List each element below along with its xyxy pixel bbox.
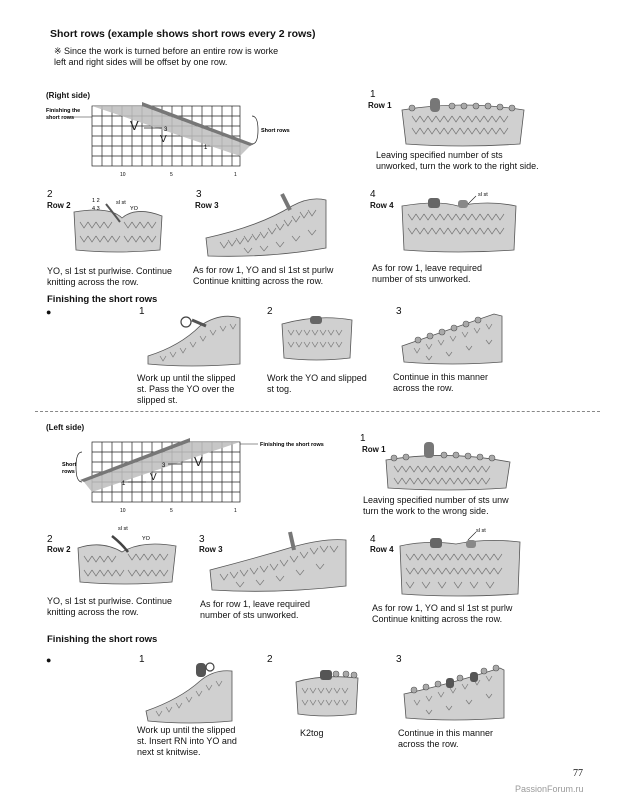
- knitting-illustration: [140, 655, 240, 725]
- caption-line: next st knitwise.: [137, 747, 201, 757]
- step-number: 1: [360, 433, 366, 444]
- caption-line: YO, sl 1st st purlwise. Continue: [47, 596, 173, 606]
- caption-line: knitting across the row.: [47, 277, 139, 287]
- caption-line: Continue in this manner: [393, 372, 489, 382]
- svg-text:short rows: short rows: [46, 115, 75, 121]
- step-number: 2: [267, 306, 273, 317]
- svg-text:10: 10: [120, 508, 126, 514]
- svg-text:Finishing the short rows: Finishing the short rows: [260, 442, 324, 448]
- svg-text:V: V: [194, 454, 203, 469]
- row-label: Row 2: [47, 201, 71, 210]
- knitting-illustration: [200, 186, 340, 260]
- left-side-chart: [60, 432, 330, 516]
- svg-text:10: 10: [120, 172, 126, 178]
- knitting-illustration: [292, 660, 364, 720]
- step-number: 3: [396, 306, 402, 317]
- svg-text:sl st: sl st: [476, 528, 486, 534]
- step-number: 2: [47, 189, 53, 200]
- svg-text:YO: YO: [142, 536, 150, 542]
- right-side-chart: [44, 100, 294, 180]
- caption-line: K2tog: [300, 728, 324, 738]
- step-number: 2: [47, 534, 53, 545]
- knitting-illustration: [400, 660, 510, 724]
- knitting-illustration: [398, 306, 508, 368]
- row-label: Row 1: [368, 101, 392, 110]
- left-side-label: (Left side): [46, 423, 85, 432]
- page-title: Short rows (example shows short rows every 2 rows): [50, 28, 316, 40]
- svg-text:1 2: 1 2: [92, 198, 100, 204]
- note-line-2: left and right sides will be offset by one row.: [54, 57, 228, 67]
- step-number: 4: [370, 189, 376, 200]
- svg-text:sl st: sl st: [118, 526, 128, 532]
- knitting-illustration: [392, 96, 532, 148]
- row-label: Row 2: [47, 545, 71, 554]
- knitting-illustration: [278, 310, 358, 362]
- svg-text:3: 3: [164, 127, 168, 133]
- caption-line: knitting across the row.: [47, 607, 139, 617]
- svg-text:3: 3: [162, 463, 166, 469]
- svg-text:1: 1: [204, 145, 208, 151]
- svg-text:V: V: [160, 134, 167, 145]
- svg-text:V: V: [150, 472, 157, 483]
- svg-text:Short rows: Short rows: [261, 128, 290, 134]
- caption-line: st tog.: [267, 384, 292, 394]
- knitting-illustration: [206, 530, 356, 596]
- right-side-label: (Right side): [46, 91, 90, 100]
- svg-text:5: 5: [170, 508, 173, 514]
- svg-text:rows: rows: [62, 469, 75, 475]
- svg-text:Short: Short: [62, 462, 77, 468]
- page-number: 77: [573, 768, 583, 779]
- caption-line: Leaving specified number of sts unw: [363, 495, 509, 505]
- svg-text:sl st: sl st: [478, 192, 488, 198]
- caption-line: number of sts unworked.: [200, 610, 299, 620]
- knitting-illustration: [378, 440, 518, 492]
- section-divider: [35, 411, 600, 412]
- caption-line: YO, sl 1st st purlwise. Continue: [47, 266, 173, 276]
- svg-text:V: V: [130, 118, 139, 133]
- caption-line: st. Pass the YO over the: [137, 384, 235, 394]
- caption-line: As for row 1, YO and sl 1st st purlw: [372, 603, 513, 613]
- section-title: Finishing the short rows: [47, 634, 158, 645]
- caption-line: Continue knitting across the row.: [372, 614, 503, 624]
- svg-text:sl st: sl st: [116, 200, 126, 206]
- caption-line: Work up until the slipped: [137, 725, 236, 735]
- caption-line: across the row.: [393, 383, 454, 393]
- step-number: 1: [139, 654, 145, 665]
- svg-text:1: 1: [122, 481, 126, 487]
- bullet: ●: [46, 655, 52, 665]
- caption-line: As for row 1, YO and sl 1st st purlw: [193, 265, 334, 275]
- caption-line: st. Insert RN into YO and: [137, 736, 237, 746]
- step-number: 1: [139, 306, 145, 317]
- caption-line: Continue in this manner: [398, 728, 494, 738]
- step-number: 3: [196, 189, 202, 200]
- step-number: 1: [370, 89, 376, 100]
- knitting-illustration: [396, 522, 526, 600]
- caption-line: across the row.: [398, 739, 459, 749]
- svg-text:YO: YO: [130, 206, 138, 212]
- row-label: Row 3: [195, 201, 219, 210]
- knitting-illustration: [72, 522, 182, 588]
- svg-text:1: 1: [234, 508, 237, 514]
- caption-line: As for row 1, leave required: [372, 263, 483, 273]
- watermark: PassionForum.ru: [515, 784, 584, 794]
- svg-text:4 3: 4 3: [92, 206, 100, 212]
- caption-line: turn the work to the wrong side.: [363, 506, 489, 516]
- caption-line: number of sts unworked.: [372, 274, 471, 284]
- step-number: 3: [396, 654, 402, 665]
- step-number: 2: [267, 654, 273, 665]
- step-number: 3: [199, 534, 205, 545]
- caption-line: Work the YO and slipped: [267, 373, 367, 383]
- caption-line: As for row 1, leave required: [200, 599, 311, 609]
- svg-text:Finishing the: Finishing the: [46, 108, 81, 114]
- caption-line: Continue knitting across the row.: [193, 276, 324, 286]
- knitting-illustration: [140, 306, 250, 368]
- row-label: Row 4: [370, 545, 394, 554]
- row-label: Row 3: [199, 545, 223, 554]
- caption-line: unworked, turn the work to the right side.: [376, 161, 539, 171]
- knitting-illustration: [398, 186, 523, 256]
- caption-line: Work up until the slipped: [137, 373, 236, 383]
- svg-text:5: 5: [170, 172, 173, 178]
- row-label: Row 1: [362, 445, 386, 454]
- section-title: Finishing the short rows: [47, 294, 158, 305]
- note-line-1: ※ Since the work is turned before an entire row is worke: [54, 46, 279, 56]
- step-number: 4: [370, 534, 376, 545]
- knitting-illustration: [70, 192, 165, 256]
- caption-line: Leaving specified number of sts: [376, 150, 503, 160]
- bullet: ●: [46, 307, 52, 317]
- caption-line: slipped st.: [137, 395, 178, 405]
- row-label: Row 4: [370, 201, 394, 210]
- svg-text:1: 1: [234, 172, 237, 178]
